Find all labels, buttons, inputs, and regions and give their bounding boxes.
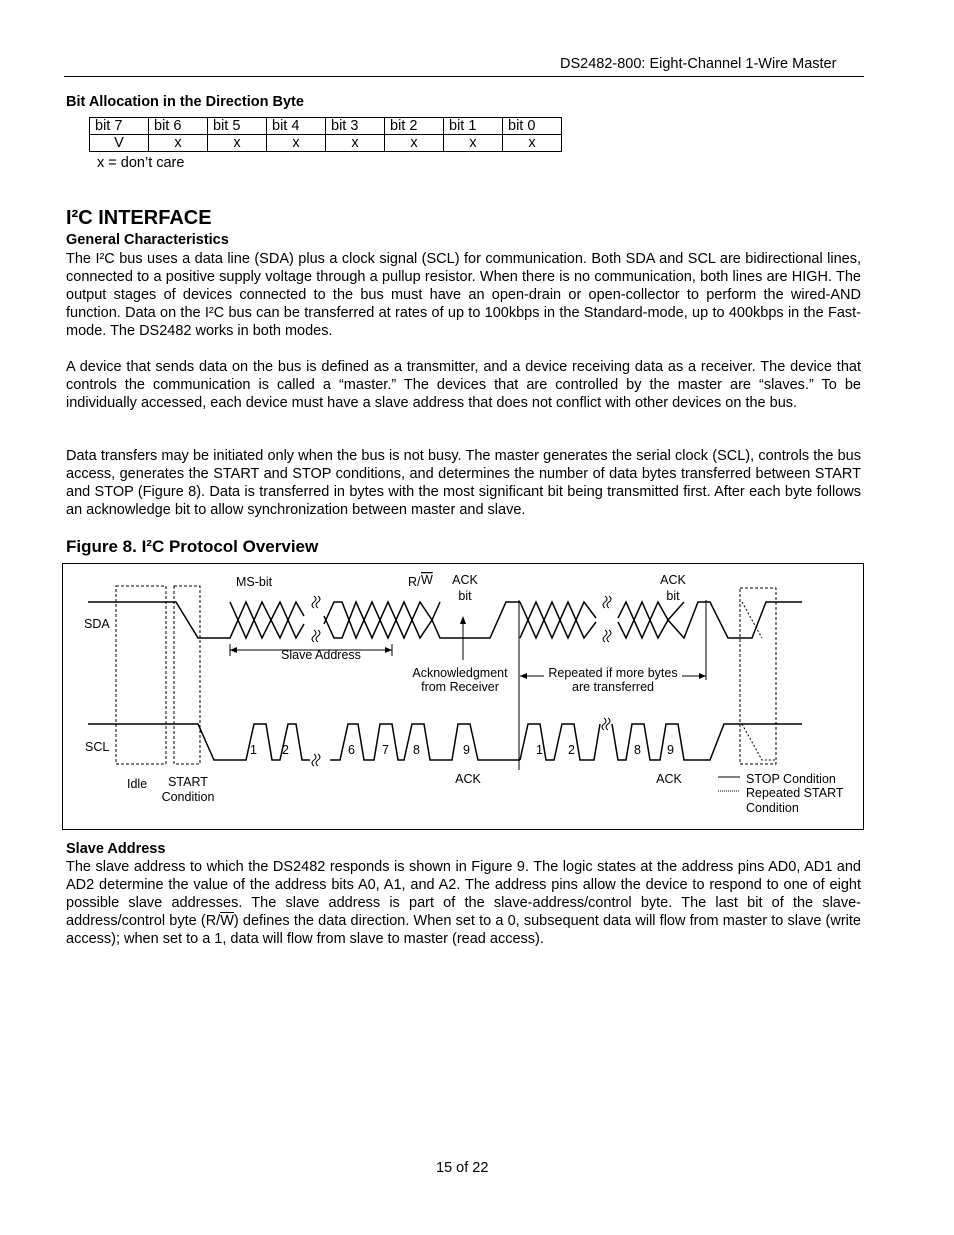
acknowledgment-label: from Receiver [421, 680, 499, 694]
start-region-box [174, 586, 200, 764]
section-title: I²C INTERFACE [66, 207, 212, 229]
ack-bit-label: ACK [660, 573, 686, 587]
idle-region-box [116, 586, 166, 764]
scl-waveform [88, 724, 802, 760]
table-cell: bit 3 [326, 118, 385, 135]
table-cell: bit 1 [444, 118, 503, 135]
start-label: START [168, 775, 208, 789]
ack-label: ACK [455, 772, 481, 786]
clock-number: 1 [250, 743, 257, 757]
w-overline-text: $\overline{W}$ [220, 913, 234, 929]
table-cell: bit 2 [385, 118, 444, 135]
paragraph: The I²C bus uses a data line (SDA) plus a clock signal (SCL) for communication. Both SDA and SCL are bidirectional lines, connected to a positive supply voltage through a pullup resistor. When there is no communication, both lines are HIGH. The output stages of devices connected to the bus must have an open-drain or open-collector to perform the wired-AND function. Data on the I²C bus can be transferred at rates of up to 100kbps in the Standard-mode, up to 400kbps in the Fast-mode. The DS2482 works in both modes. [66, 251, 861, 339]
table-cell: bit 0 [503, 118, 562, 135]
clock-number: 2 [568, 743, 575, 757]
table-cell: x [444, 135, 503, 152]
repeated-label: Repeated if more bytes [548, 666, 678, 680]
table-cell: x [503, 135, 562, 152]
page-number: 15 of 22 [436, 1160, 489, 1176]
text-run: The slave address to which the DS2482 responds is shown in Figure 9. The logic states at the address pins AD0, AD1 and AD2 determine the value of the address bits A0, A1, and A2. The address pins allow the device to respond to one of eight possible slave addresses. The slave address is part of the slave-address/control byte. The last bit of the slave-address/control byte (R/ [66, 859, 861, 929]
clock-number: 1 [536, 743, 543, 757]
start-label: Condition [161, 790, 215, 804]
clock-number: 6 [348, 743, 355, 757]
clock-number: 9 [667, 743, 674, 757]
acknowledgment-label: Acknowledgment [412, 666, 508, 680]
ack-bit-label: bit [666, 589, 680, 603]
break-symbol [602, 718, 610, 730]
stop-legend-label: STOP Condition [746, 772, 836, 786]
figure-title: Figure 8. I²C Protocol Overview [66, 537, 319, 556]
running-header: DS2482-800: Eight-Channel 1-Wire Master [560, 56, 837, 72]
clock-number: 9 [463, 743, 470, 757]
rw-label-r: R/ [408, 575, 421, 589]
table-cell: x [385, 135, 444, 152]
slave-address-label: Slave Address [281, 648, 361, 662]
rw-label-w: W [421, 573, 433, 587]
clock-number: 8 [634, 743, 641, 757]
table-cell: bit 4 [267, 118, 326, 135]
paragraph: A device that sends data on the bus is defined as a transmitter, and a device receiving data as a receiver. The device that controls the communication is called a “master.” The devices that are controlled by the master are “slaves.” To be individually accessed, each device must have a slave address that does not conflict with other devices on the bus. [66, 359, 861, 411]
sda-label: SDA [84, 617, 110, 631]
repeated-start-legend-label: Repeated START [746, 786, 844, 800]
scl-label: SCL [85, 740, 110, 754]
text-run: ) defines the data direction. When set to a 0, subsequent data will flow from master to slave (write access); when set to a 1, data will flow from slave to master (read access). [66, 913, 861, 947]
repeated-start-legend-label: Condition [746, 801, 799, 815]
break-symbol [603, 596, 611, 608]
ack-bit-label: bit [458, 589, 472, 603]
sda-waveform-complement [230, 602, 684, 638]
paragraph [66, 858, 861, 948]
table-cell: x [267, 135, 326, 152]
ack-bit-label: ACK [452, 573, 478, 587]
table-cell: x [208, 135, 267, 152]
table-cell: bit 7 [90, 118, 149, 135]
stop-region-box [740, 588, 776, 764]
ack-label: ACK [656, 772, 682, 786]
paragraph: Data transfers may be initiated only when the bus is not busy. The master generates the serial clock (SCL), controls the bus access, generates the START and STOP conditions, and determines the number of data bytes transferred between START and STOP (Figure 8). Data is transferred in bytes with the most significant bit being transmitted first. After each byte follows an acknowledge bit to allow synchronization between master and slave. [66, 448, 861, 518]
arrowhead [460, 616, 466, 624]
clock-number: 8 [413, 743, 420, 757]
sda-waveform [88, 602, 802, 638]
idle-label: Idle [127, 777, 148, 791]
arrowhead [385, 647, 392, 653]
table-note: x = don’t care [97, 155, 185, 171]
ms-bit-label: MS-bit [236, 575, 273, 589]
arrowhead [520, 673, 527, 679]
table-cell: bit 6 [149, 118, 208, 135]
slave-address-heading: Slave Address [66, 841, 166, 857]
table-cell: bit 5 [208, 118, 267, 135]
bit-allocation-heading: Bit Allocation in the Direction Byte [66, 94, 304, 110]
repeated-start-dotted-line [742, 602, 776, 760]
break-symbol [312, 754, 320, 766]
clock-number: 7 [382, 743, 389, 757]
arrowhead [230, 647, 237, 653]
table-cell: V [90, 135, 149, 152]
table-cell: x [326, 135, 385, 152]
break-symbol [312, 630, 320, 642]
arrowhead [699, 673, 706, 679]
break-symbol [312, 596, 320, 608]
repeated-label: are transferred [572, 680, 654, 694]
break-symbol [603, 630, 611, 642]
clock-number: 2 [282, 743, 289, 757]
table-cell: x [149, 135, 208, 152]
subheading-general: General Characteristics [66, 232, 229, 248]
